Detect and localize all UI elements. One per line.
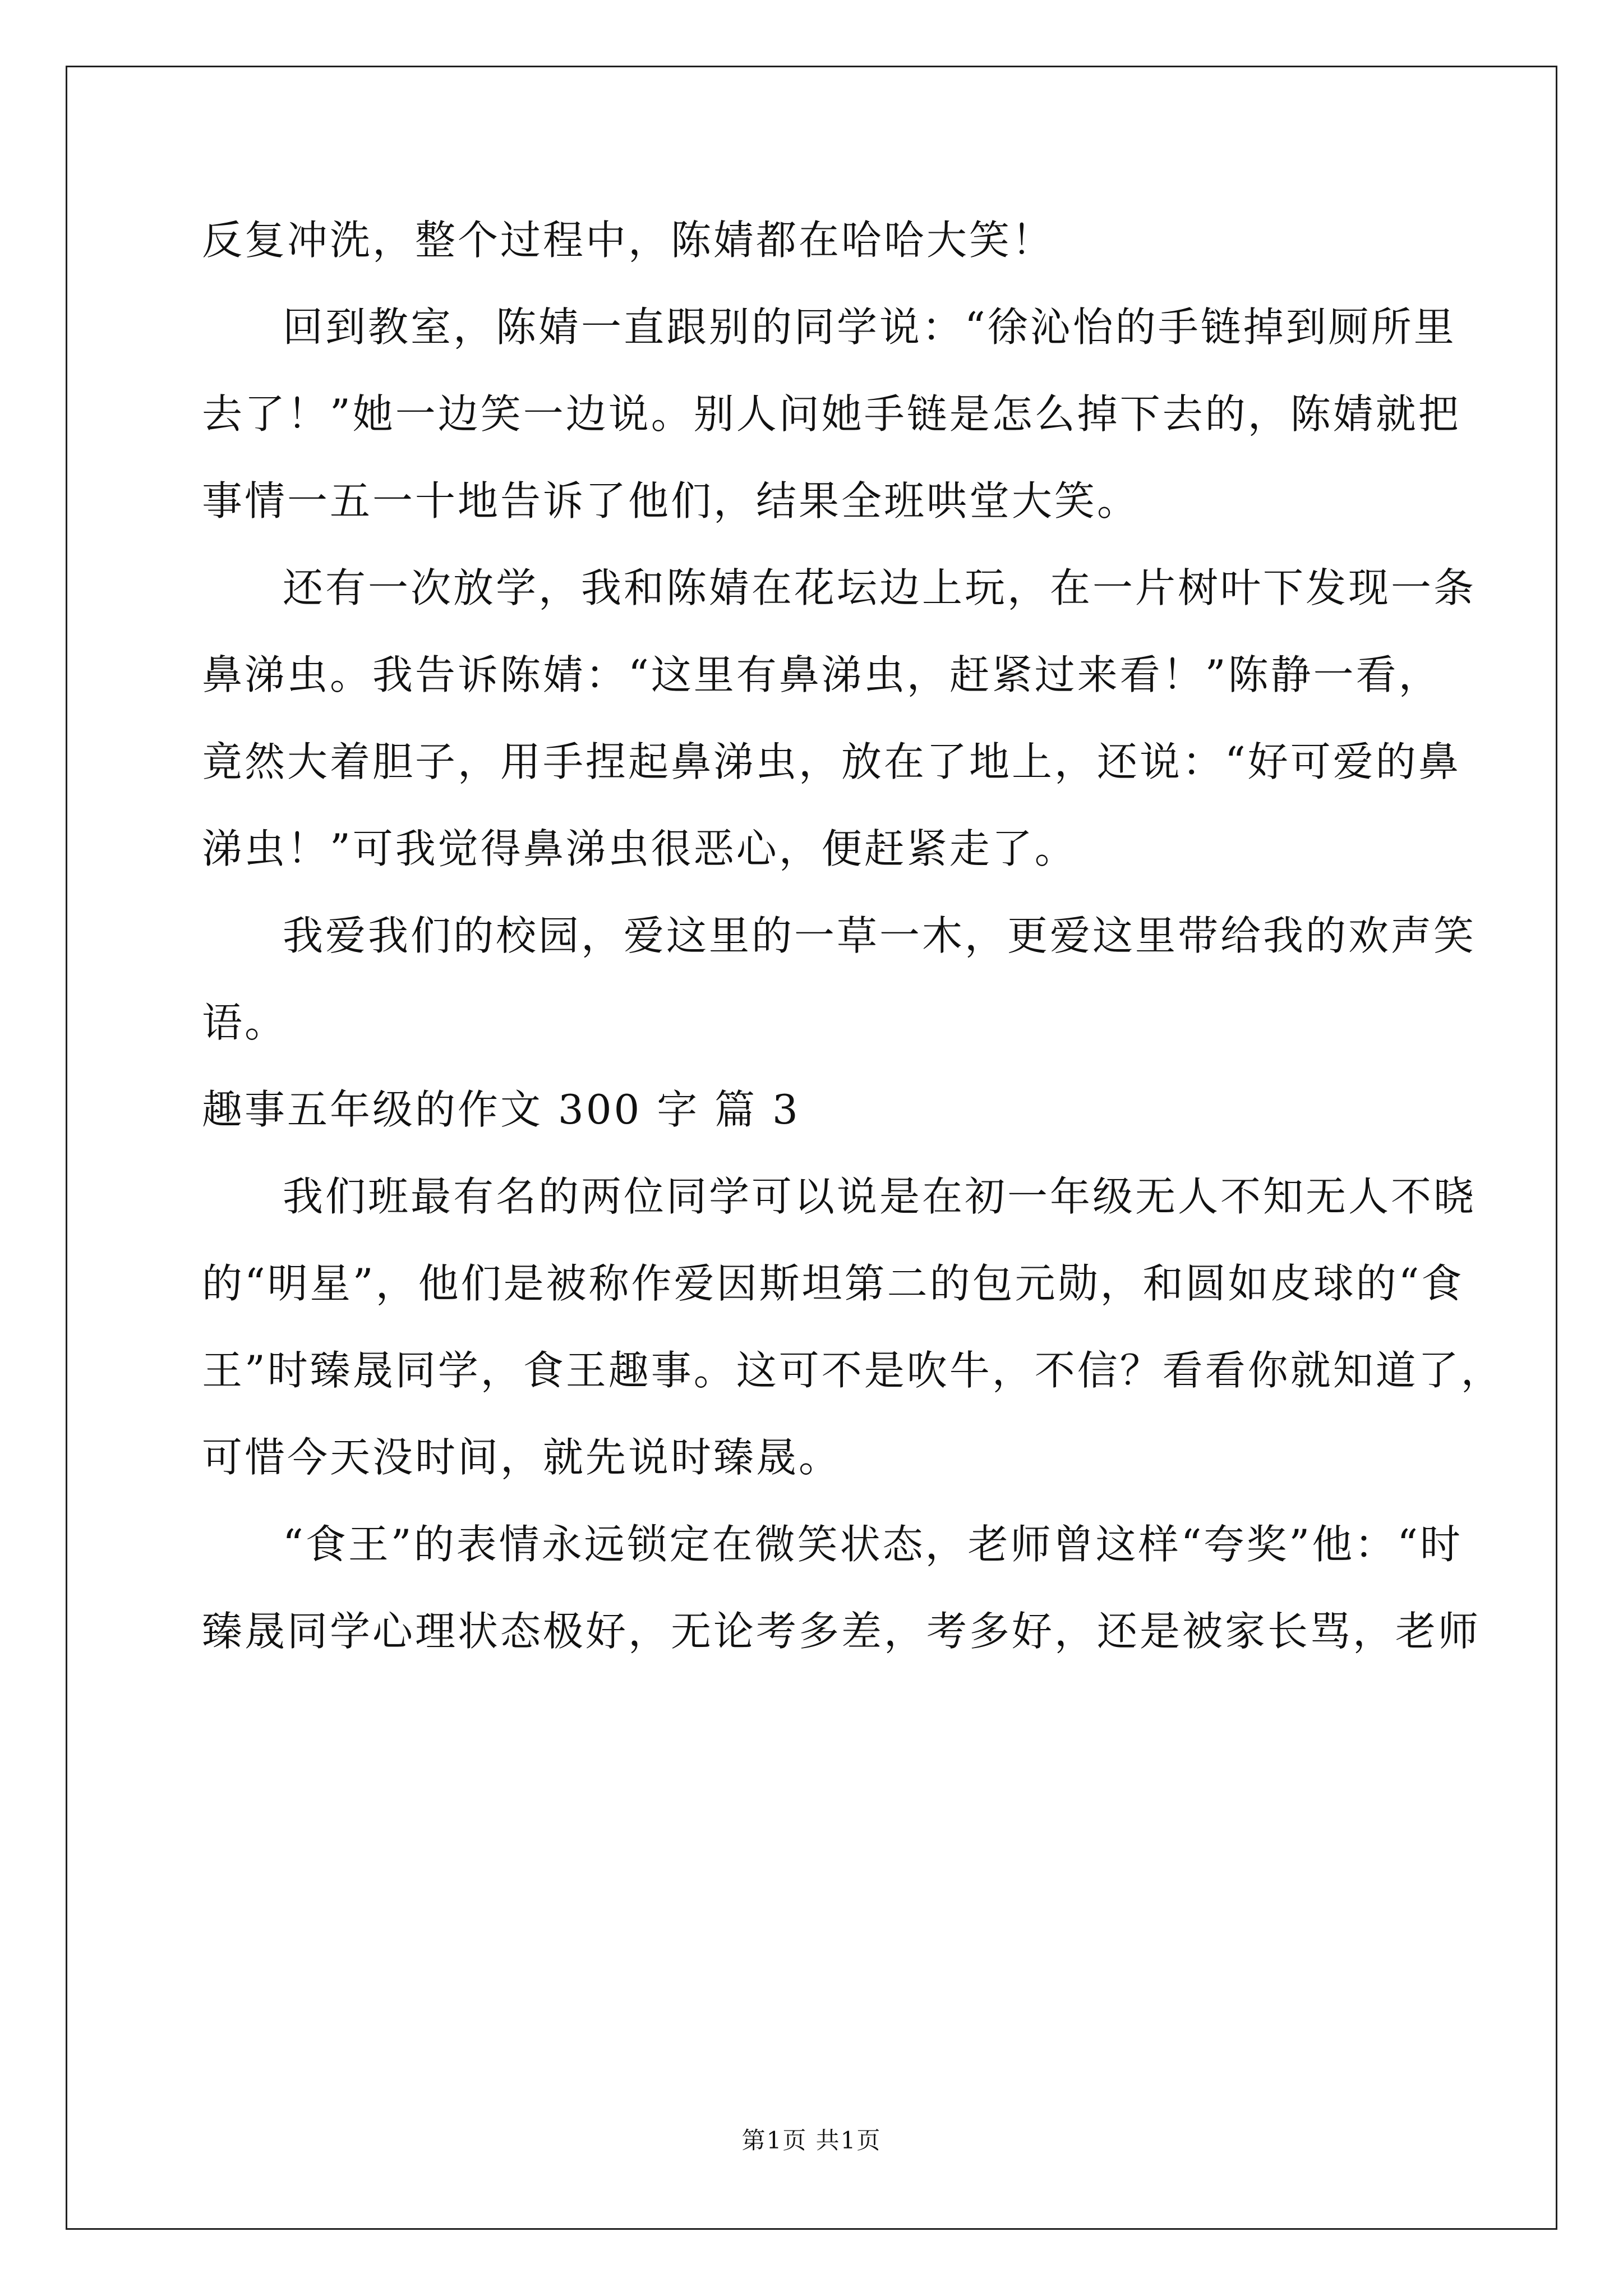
text-line: 王”时臻晟同学，食王趣事。这可不是吹牛，不信？看看你就知道了， — [202, 1347, 1504, 1394]
text-line: 臻晟同学心理状态极好，无论考多差，考多好，还是被家长骂，老师 — [202, 1608, 1481, 1655]
page-number-footer: 第1页 共1页 — [741, 2127, 882, 2154]
paragraph-start: 还有一次放学，我和陈婧在花坛边上玩，在一片树叶下发现一条 — [283, 564, 1477, 611]
text-line: 去了！”她一边笑一边说。别人问她手链是怎么掉下去的，陈婧就把 — [202, 390, 1461, 438]
text-line: 事情一五一十地告诉了他们，结果全班哄堂大笑。 — [202, 477, 1140, 524]
text-line: 鼻涕虫。我告诉陈婧：“这里有鼻涕虫，赶紧过来看！”陈静一看， — [202, 651, 1441, 698]
paragraph-start: 我爱我们的校园，爱这里的一草一木，更爱这里带给我的欢声笑 — [283, 912, 1477, 959]
text-line: 语。 — [202, 999, 288, 1046]
paragraph-start: “食王”的表情永远锁定在微笑状态，老师曾这样“夸奖”他：“时 — [283, 1521, 1463, 1568]
text-line: 可惜今天没时间，就先说时臻晟。 — [202, 1434, 842, 1481]
text-line: 竟然大着胆子，用手捏起鼻涕虫，放在了地上，还说：“好可爱的鼻 — [202, 738, 1461, 785]
text-line: 的“明星”，他们是被称作爱因斯坦第二的包元勋，和圆如皮球的“食 — [202, 1260, 1464, 1307]
paragraph-start: 回到教室，陈婧一直跟别的同学说：“徐沁怡的手链掉到厕所里 — [283, 303, 1456, 351]
section-heading: 趣事五年级的作文 300 字 篇 3 — [202, 1086, 800, 1133]
text-line: 反复冲洗，整个过程中，陈婧都在哈哈大笑！ — [202, 217, 1055, 264]
text-line: 涕虫！”可我觉得鼻涕虫很恶心，便赶紧走了。 — [202, 825, 1077, 872]
paragraph-start: 我们班最有名的两位同学可以说是在初一年级无人不知无人不晓 — [283, 1173, 1477, 1220]
